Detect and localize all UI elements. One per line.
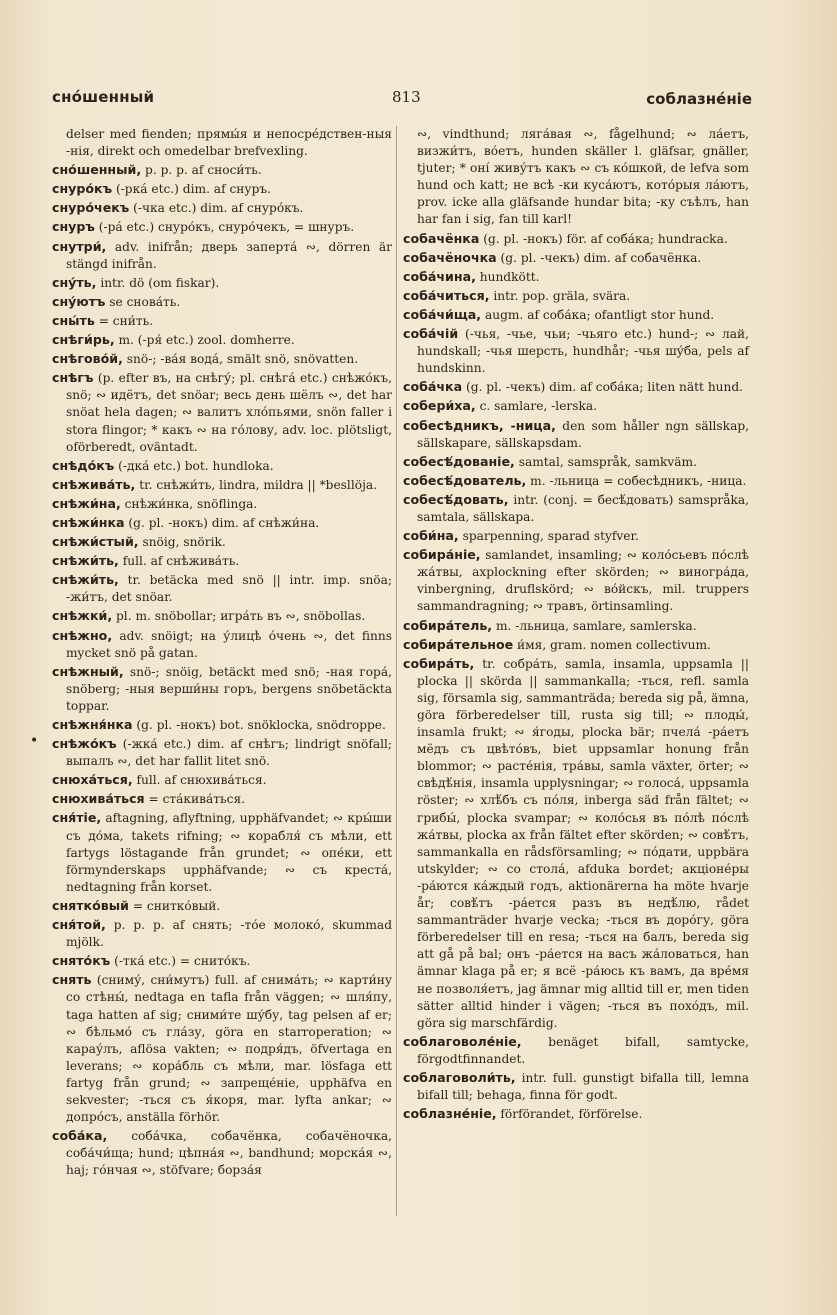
entry-definition: full. af снѣжива́ть. [122,554,240,569]
dictionary-entry [403,397,749,415]
dictionary-entry [403,306,749,324]
dictionary-entry [52,897,392,915]
dictionary-entry [52,238,392,273]
dictionary-entry [403,636,749,654]
dictionary-entry [52,952,392,970]
entry-headword: собесѣдникъ, -ница, [403,417,556,433]
dictionary-entry [52,571,392,606]
entry-headword: собира́тельное [403,636,514,652]
entry-headword: снятко́вый [52,897,129,913]
entry-headword: снять [52,972,92,988]
entry-definition: sparpenning, sparad styfver. [462,529,639,544]
entry-definition: снѣжи́нка, snöflinga. [124,496,258,511]
entry-definition: tr. betäcka med snö || intr. imp. snöa; -жи́тъ, det snöar. [66,573,393,605]
page-number: 813 [392,88,421,106]
entry-headword: собачёнка [403,230,480,246]
entry-definition: tr. снѣжи́ть, lindra, mildra || *besllöja. [139,477,377,492]
entry-definition: intr. (conj. = бесѣ́довать) samspråka, samtala, sällskapa. [417,492,750,524]
dictionary-entry [52,552,392,570]
entry-definition: (сниму́, сни́мутъ) full. af снима́ть; ∾ карти́ну со стѣны́, nedtaga en tafla från väggen; ∾ шля́пу, taga hatten af sig; сними́те шу́бу, tag pelsen af er; ∾ бѣльмо́ съ гла́зу, göra en starroperation; ∾ карау́лъ, aflösa vakten; ∾ подря́дъ, öfvertaga en leverans; ∾ кора́бль съ мѣли, mar. lösfaga ett fartyg från grund; ∾ запреще́ніе, upphäfva en sekvester; -ться съ я́коря, mar. lyfta ankar; ∾ допро́съ, anställa förhör. [66,973,393,1125]
entry-definition: (-ркá etc.) dim. af снуръ. [115,182,272,197]
entry-headword: снюхива́ться [52,791,145,807]
entry-definition: = снитко́вый. [132,898,221,913]
page-header [52,88,752,112]
dictionary-entry [52,790,392,808]
dictionary-entry [403,126,749,229]
entry-headword: соби́на, [403,528,459,544]
dictionary-entry [403,472,749,490]
dictionary-entry [403,655,749,1032]
entry-headword: соблаговоли́ть, [403,1069,516,1085]
entry-definition: (-чка etc.) dim. af снуро́къ. [133,201,304,216]
dictionary-entry [403,1033,749,1068]
entry-definition: adv. inifrån; дверь заперта́ ∾, dörren är stängd inifrån. [66,239,393,271]
entry-headword: снѣжный, [52,663,124,679]
dictionary-entry [52,350,392,368]
entry-headword: соба́чка [403,379,463,395]
entry-definition: соба́чка, собачёнка, собачёночка, соба́чи́ща; hund; цѣпна́я ∾, bandhund; морска́я ∾, haj; го́нчая ∾, stöfvare; борза́я [66,1129,393,1178]
entry-definition: (-жка́ etc.) dim. af снѣгъ; lindrigt snöfall; выпалъ ∾, det har fallit litet snö. [66,737,393,769]
entry-headword: сну́ютъ [52,293,106,309]
entry-headword: снѣжня́нка [52,717,133,732]
entry-definition: adv. snöigt; на у́лицѣ о́чень ∾, det finns mycket snö på gatan. [66,628,393,660]
entry-headword: снутри́, [52,238,107,254]
entry-headword: снѣгъ [52,370,94,386]
dictionary-entry [403,249,749,267]
entry-definition: (g. pl. -чекъ) dim. af соба́ка; liten nätt hund. [465,380,744,395]
entry-headword: сно́шенный, [52,162,142,178]
entry-headword: снѣжи́на, [52,495,121,511]
entry-definition: benäget bifall, samtycke, förgodtfinnandet. [417,1034,750,1066]
dictionary-entry [403,325,749,377]
dictionary-entry [403,1105,749,1123]
entry-headword: собира́ніе, [403,547,481,563]
entry-definition: se снова́ть. [109,294,181,309]
entry-definition: förförandet, förförelse. [500,1107,643,1122]
entry-definition: aftagning, aflyftning, upphäfvandet; ∾ кры́ши съ до́ма, takets rifning; ∾ корабля́ съ мѣли, ett fartygs löstagande från grundet; ∾ опе́ки, ett förmynderskaps upphäfvande; ∾ съ креста́, nedtagning från korset. [66,811,392,894]
entry-definition: и́мя, gram. nomen collectivum. [517,637,711,652]
entry-definition: hundkött. [479,269,540,284]
entry-headword: собесѣ́довать, [403,491,509,507]
entry-headword: снѣдо́къ [52,457,115,473]
entry-headword: снѣжи́ть, [52,553,119,569]
entry-definition: pl. m. snöbollar; игра́ть въ ∾, snöbollas. [116,609,366,624]
dictionary-entry [403,546,749,615]
entry-definition: tr. собра́ть, samla, insamla, uppsamla || plocka || skörda || sammankalla; -ться, refl. samla sig, församla sig, sammanträda; bereda sig på, ämna, göra förberedelser till, rusta sig till; ∾ плоды́, insamla frukt; ∾ я́годы, plocka bär; пчела́ -ра́етъ мёдъ съ цвѣто́въ, biet uppsamlar honung från blommor; ∾ расте́нія, тра́вы, samla växter, örter; ∾ свѣдѣ́нія, insamla upplysningar; ∾ голоса́, uppsamla röster; ∾ хлѣ́бъ съ по́ля, inberga säd från fältet; ∾ грибы́, plocka svampar; ∾ коло́сья въ по́лѣ по́слѣ жа́твы, plocka ax från fältet efter skörden; ∾ совѣ́тъ, sammankalla en rådsförsamling; ∾ по́дати, uppbära utskylder; ∾ со стола́, afduka bordet; акціоне́ры -ра́ются ка́ждый годъ, aktionärerna ha möte hvarje år; совѣ́тъ -ра́ется разъ въ недѣ́лю, rådet sammanträder hvarje vecka; -ться въ доро́гу, göra förberedelser till en resa; -ться на балъ, bereda sig att gå på bal; онъ -ра́ется на васъ жа́ловаться, han ämnar klaga på er; я всё -ра́юсь къ вамъ, да вре́мя не позволя́етъ, jag ämnar mig alltid till er, men tiden sätter alltid hinder i vägen; -ться въ похо́дъ, mil. göra sig marschfärdig. [417,656,750,1030]
entry-headword: соба́чій [403,326,459,342]
entry-definition: (g. pl. -нокъ) bot. snöklocka, snödroppe. [136,718,386,732]
dictionary-entry [52,809,392,895]
dictionary-entry [52,716,392,734]
entry-definition: (p. efter въ, на снѣгу́; pl. снѣга́ etc.) снѣжо́къ, snö; ∾ идётъ, det snöar; весь день шёлъ ∾, det har snöat hela dagen; ∾ валитъ хло́пьями, snön faller i stora flingor; * какъ ∾ на го́лову, adv. loc. plötsligt, oförberedt, oväntadt. [66,371,393,454]
dictionary-entry [52,218,392,236]
column-divider [396,126,397,1216]
entry-headword: снуро́чекъ [52,200,130,216]
entry-headword: собесѣ́дователь, [403,472,527,488]
dictionary-entry [403,491,749,526]
entry-definition: m. (-ря́ etc.) zool. domherre. [118,333,295,348]
entry-definition: p. p. p. af сноси́ть. [145,163,262,178]
dictionary-entry [52,916,392,951]
dictionary-entry [52,126,392,160]
entry-definition: p. p. p. af снять; -то́е молоко́, skummad mjölk. [66,918,392,950]
entry-definition: samlandet, insamling; ∾ коло́сьевъ по́слѣ жа́твы, axplockning efter skörden; ∾ виногра́да, vinbergning, druflskörd; ∾ во́йскъ, mil. truppers sammandragning; ∾ травъ, örtinsamling. [417,548,750,614]
dictionary-entry [52,627,392,662]
dictionary-entry [403,527,749,545]
dictionary-entry [403,230,749,248]
entry-headword: собира́тель, [403,617,493,633]
dictionary-entry [52,293,392,311]
entry-headword: снуръ [52,219,95,235]
dictionary-entry [403,378,749,396]
dictionary-entry [52,161,392,179]
entry-definition: full. af снюхива́ться. [136,773,267,788]
left-column [52,126,392,1180]
entry-headword: снуро́къ [52,181,113,197]
entry-headword: соблазне́ніе, [403,1106,497,1122]
entry-headword: снѣжи́ть, [52,572,119,588]
entry-headword: снято́къ [52,953,111,969]
entry-definition: intr. full. gunstigt bifalla till, lemna bifall till; behaga, finna för godt. [417,1070,749,1103]
dictionary-entry [52,533,392,551]
entry-headword: собира́ть, [403,655,475,671]
left-running-headword: сно́шенный [52,88,155,106]
dictionary-entry [52,369,392,455]
entry-definition: c. samlare, -lerska. [479,399,598,414]
entry-headword: сня́той, [52,917,106,933]
entry-definition: m. -льница, samlare, samlerska. [495,618,697,633]
right-column [403,126,749,1124]
margin-mark: • [30,733,39,749]
dictionary-entry [52,457,392,475]
right-running-headword: соблазне́ніе [646,90,752,108]
entry-definition: = сни́ть. [98,313,154,328]
dictionary-entry [52,180,392,198]
dictionary-entry [403,453,749,471]
dictionary-entry [52,199,392,217]
dictionary-entry [403,617,749,635]
entry-definition: intr. pop. gräla, svära. [493,288,631,303]
entry-headword: соба́чи́ща, [403,306,482,322]
entry-headword: собесѣ́дованіе, [403,453,515,469]
entry-headword: снѣгово́й, [52,351,123,367]
entry-definition: (g. pl. -чекъ) dim. af собачёнка. [500,250,702,265]
entry-definition: = ста́кива́ться. [148,792,246,807]
entry-headword: снѣжки́, [52,608,113,624]
entry-definition: (-рá etc.) снуро́къ, снуро́чекъ, = шнуръ. [98,220,355,235]
dictionary-entry [52,476,392,494]
dictionary-entry [403,1069,749,1104]
entry-headword: собери́ха, [403,398,476,414]
dictionary-entry [403,268,749,286]
dictionary-entry [52,274,392,292]
dictionary-entry [52,312,392,330]
entry-definition: (g. pl. -нокъ) för. af соба́ка; hundracka. [483,231,728,246]
dictionary-entry [403,417,749,452]
entry-headword: соблаговоле́ніе, [403,1033,522,1049]
entry-definition: delser med fienden; прямы́я и непосре́дствен-ныя -нія, direkt och omedelbar brefvexling. [66,127,392,159]
dictionary-entry [52,607,392,625]
dictionary-entry [52,663,392,715]
entry-headword: снѣжно, [52,627,113,643]
dictionary-entry [403,287,749,305]
entry-definition: (-тка́ etc.) = снито́къ. [114,954,251,969]
entry-definition: (-дка́ etc.) bot. hundloka. [118,458,274,473]
entry-definition: snö-; snöig, betäckt med snö; -ная гора́, snöberg; -ныя верши́ны горъ, bergens snöbetäckta toppar. [66,664,392,713]
dictionary-entry [52,971,392,1126]
dictionary-entry [52,771,392,789]
entry-definition: samtal, samspråk, samkväm. [518,454,697,469]
dictionary-entry [52,331,392,349]
entry-headword: снѣжива́ть, [52,476,136,492]
entry-definition: den som håller ngn sällskap, sällskapare, sällskapsdam. [417,418,750,450]
dictionary-entry [52,735,392,770]
entry-headword: сня́тіе, [52,810,102,826]
entry-headword: сну́ть, [52,274,97,290]
entry-definition: snöig, snörik. [142,535,226,550]
dictionary-entry [52,1127,392,1179]
dictionary-entry [52,495,392,513]
entry-definition: augm. af соба́ка; ofantligt stor hund. [484,307,715,322]
entry-headword: снѣжи́нка [52,514,125,530]
entry-definition: m. -льница = собесѣдникъ, -ница. [530,473,747,488]
entry-headword: собачёночка [403,249,497,265]
entry-definition: intr. dö (om fiskar). [100,275,220,290]
entry-definition: (-чья, -чье, чьи; -чьяго etc.) hund-; ∾ лай, hundskall; -чья шерсть, hundhår; -чья шу́ба, pels af hundskinn. [417,327,750,376]
entry-headword: соба́читься, [403,287,490,303]
entry-headword: снюха́ться, [52,772,133,788]
entry-headword: соба́чина, [403,268,476,284]
entry-headword: снѣжи́стый, [52,534,139,550]
dictionary-entry [52,514,392,532]
entry-definition: snö-; -ва́я вода́, smält snö, snövatten. [126,352,359,367]
entry-headword: снѣжо́къ [52,736,117,752]
entry-headword: соба́ка, [52,1128,108,1144]
entry-definition: ∾, vindthund; ляга́вая ∾, fågelhund; ∾ ла́етъ, визжи́тъ, во́етъ, hunden skäller l. gläfsar, gnäller, tjuter; * оні́ живу́тъ какъ ∾ съ ко́шкой, de lefva som hund och katt; не всѣ -ки куса́ютъ, кото́рыя ла́ютъ, prov. icke alla gläfsande hundar bita; -ку съѣлъ, han har fan i sig, fan till karl! [417,127,749,227]
entry-headword: снѣги́рь, [52,332,115,348]
entry-definition: (g. pl. -нокъ) dim. af снѣжи́на. [128,515,320,530]
entry-headword: сны́ть [52,312,95,328]
